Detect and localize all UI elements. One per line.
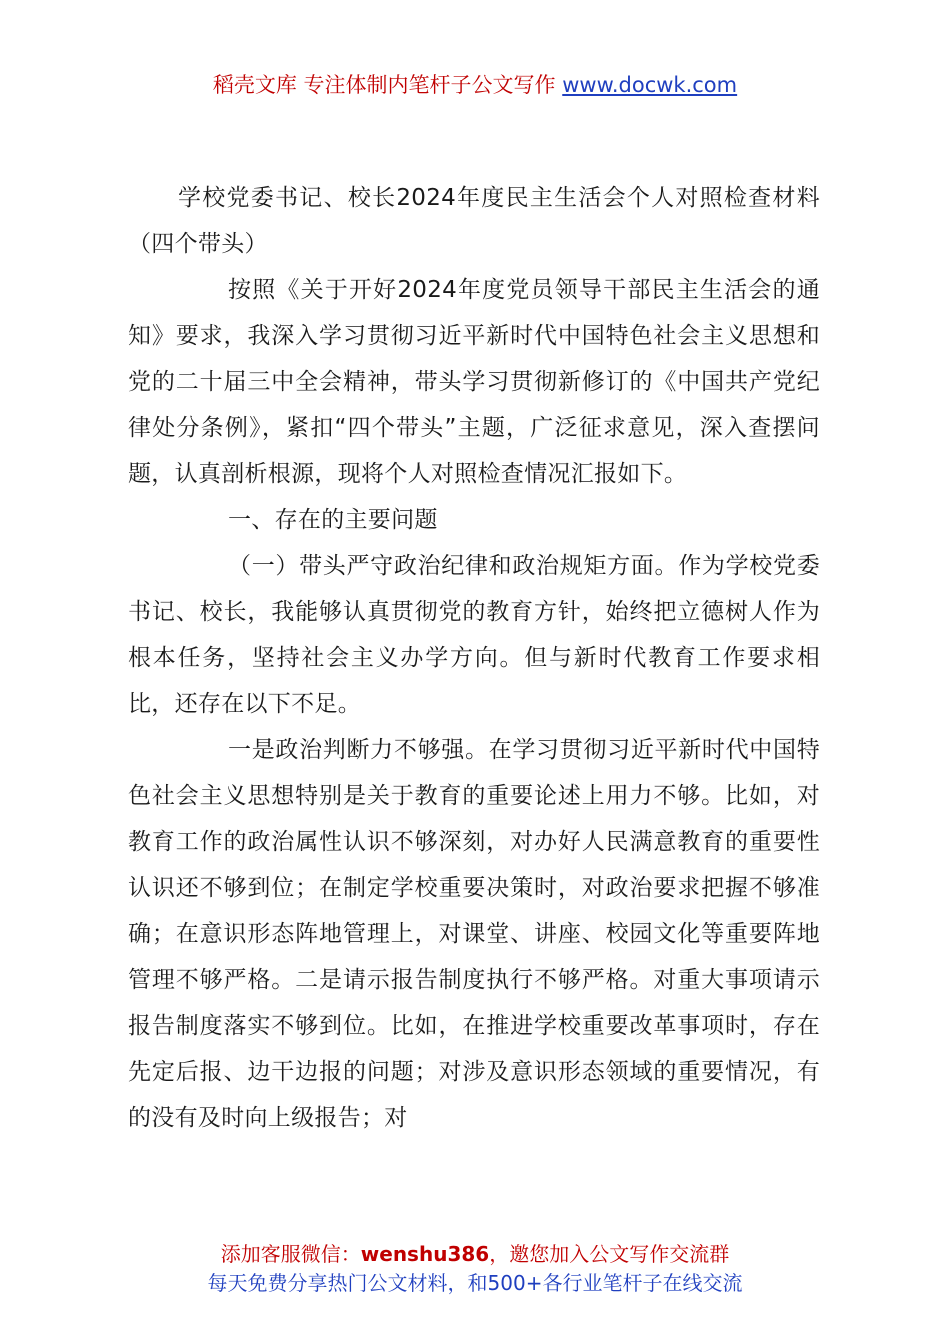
document-body (128, 175, 820, 1141)
section-heading: 一、存在的主要问题 (228, 507, 438, 533)
footer-suffix: ，邀您加入公文写作交流群 (489, 1242, 730, 1266)
page-footer (0, 1240, 950, 1298)
paragraph-subsection-1: （一）带头严守政治纪律和政治规矩方面。作为学校党委书记、校长，我能够认真贯彻党的教育方针，始终把立德树人作为根本任务，坚持社会主义办学方向。但与新时代教育工作要求相比，还存在以下不足。 (128, 553, 820, 717)
page-header (0, 70, 950, 100)
footer-line-2: 每天免费分享热门公文材料，和500+各行业笔杆子在线交流 (207, 1271, 743, 1295)
header-url-link[interactable]: www.docwk.com (562, 73, 738, 97)
footer-prefix: 添加客服微信： (220, 1242, 361, 1266)
paragraph-intro: 按照《关于开好2024年度党员领导干部民主生活会的通知》要求，我深入学习贯彻习近平新时代中国特色社会主义思想和党的二十届三中全会精神，带头学习贯彻新修订的《中国共产党纪律处分条例》，紧扣“四个带头”主题，广泛征求意见，深入查摆问题，认真剖析根源，现将个人对照检查情况汇报如下。 (128, 277, 820, 487)
footer-line-1 (0, 1240, 950, 1269)
document-title: 学校党委书记、校长2024年度民主生活会个人对照检查材料（四个带头） (128, 185, 820, 257)
paragraph-problems: 一是政治判断力不够强。在学习贯彻习近平新时代中国特色社会主义思想特别是关于教育的重要论述上用力不够。比如，对教育工作的政治属性认识不够深刻，对办好人民满意教育的重要性认识还不够到位；在制定学校重要决策时，对政治要求把握不够准确；在意识形态阵地管理上，对课堂、讲座、校园文化等重要阵地管理不够严格。二是请示报告制度执行不够严格。对重大事项请示报告制度落实不够到位。比如，在推进学校重要改革事项时，存在先定后报、边干边报的问题；对涉及意识形态领域的重要情况，有的没有及时向上级报告；对 (128, 737, 820, 1131)
header-brand: 稻壳文库 专注体制内笔杆子公文写作 (212, 73, 556, 97)
wechat-id: wenshu386 (360, 1242, 490, 1266)
